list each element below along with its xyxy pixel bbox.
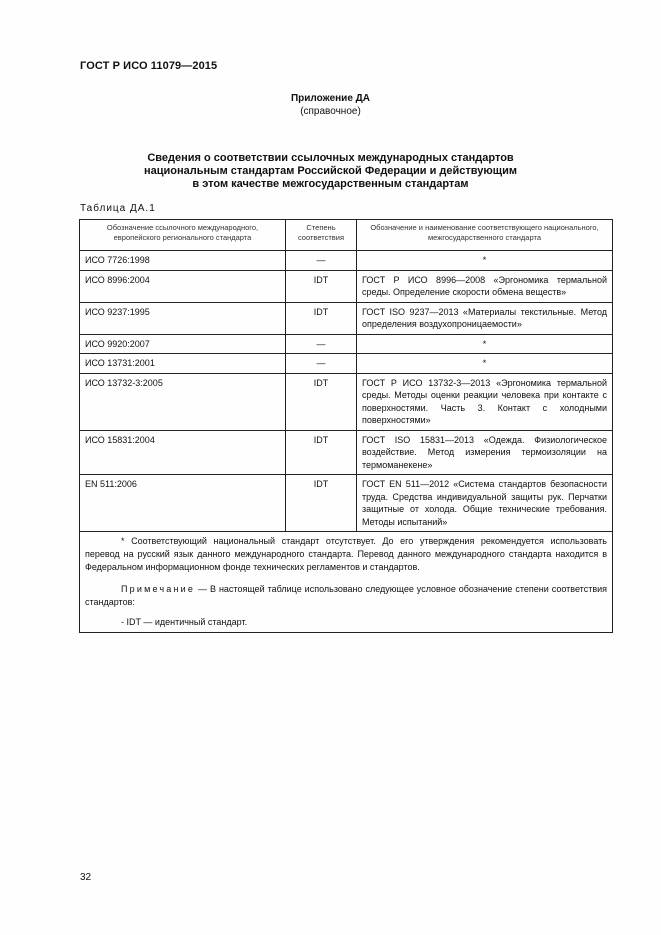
cell-reference: ИСО 9920:2007 (80, 334, 286, 354)
cell-degree: IDT (286, 270, 357, 302)
cell-degree: IDT (286, 430, 357, 475)
note-text: — В настоящей таблице использовано следующее условное обозначение степени соответствия стандартов: (85, 584, 607, 607)
table-row (80, 270, 613, 302)
cell-national: ГОСТ EN 511—2012 «Система стандартов безопасности труда. Средства индивидуальной защиты рук. Перчатки защитные от холода. Общие технические требования. Методы испытаний» (357, 475, 613, 532)
cell-national: ГОСТ ISO 9237—2013 «Материалы текстильные. Метод определения воздухопроницаемости» (357, 302, 613, 334)
cell-reference: ИСО 13732-3:2005 (80, 373, 286, 430)
heading-line: Сведения о соответствии ссылочных международных стандартов (147, 152, 514, 164)
cell-reference: ИСО 13731:2001 (80, 354, 286, 374)
cell-national: ГОСТ Р ИСО 8996—2008 «Эргономика термальной среды. Определение скорости обмена веществ» (357, 270, 613, 302)
table-row (80, 354, 613, 374)
cell-national: * (357, 251, 613, 271)
header-national-standard: Обозначение и наименование соответствующего национального, межгосударственного стандарта (357, 220, 613, 251)
cell-reference: ИСО 7726:1998 (80, 251, 286, 271)
cell-degree: — (286, 354, 357, 374)
cell-degree: — (286, 251, 357, 271)
table-row (80, 302, 613, 334)
table-caption: Таблица ДА.1 (80, 203, 156, 214)
appendix-subtitle: (справочное) (300, 106, 361, 117)
table-row (80, 334, 613, 354)
header-degree: Степень соответствия (286, 220, 357, 251)
cell-degree: IDT (286, 373, 357, 430)
table-footer (80, 532, 613, 633)
appendix-block (0, 92, 661, 118)
note-label: Примечание (121, 584, 196, 594)
section-heading (100, 152, 561, 191)
page-number: 32 (80, 872, 92, 883)
cell-national: ГОСТ ISO 15831—2013 «Одежда. Физиологическое воздействие. Метод измерения термоизоляции на термоманекене» (357, 430, 613, 475)
heading-line: в этом качестве межгосударственным стандартам (192, 178, 469, 190)
table-row (80, 373, 613, 430)
table-header-row (80, 220, 613, 251)
footnote: * Соответствующий национальный стандарт отсутствует. До его утверждения рекомендуется использовать перевод на русский язык данного международного стандарта. Перевод данного международного стандарта находится в Федеральном информационном фонде технических регламентов и стандартов. (85, 536, 607, 572)
note (85, 583, 607, 609)
table-row (80, 430, 613, 475)
cell-reference: EN 511:2006 (80, 475, 286, 532)
cell-reference: ИСО 8996:2004 (80, 270, 286, 302)
table-row (80, 251, 613, 271)
document-id: ГОСТ Р ИСО 11079—2015 (80, 60, 218, 72)
cell-national: ГОСТ Р ИСО 13732-3—2013 «Эргономика термальной среды. Методы оценки реакции человека при контакте с поверхностями. Часть 3. Контакт с холодными поверхностями» (357, 373, 613, 430)
cell-national: * (357, 334, 613, 354)
standards-table (79, 219, 613, 633)
cell-degree: IDT (286, 302, 357, 334)
heading-line: национальным стандартам Российской Федерации и действующим (144, 165, 517, 177)
table-footer-row (80, 532, 613, 633)
cell-degree: IDT (286, 475, 357, 532)
idt-definition: - IDT — идентичный стандарт. (121, 617, 248, 627)
cell-reference: ИСО 15831:2004 (80, 430, 286, 475)
appendix-title: Приложение ДА (290, 93, 371, 104)
cell-national: * (357, 354, 613, 374)
table-row (80, 475, 613, 532)
header-reference-standard: Обозначение ссылочного международного, европейского регионального стандарта (80, 220, 286, 251)
cell-degree: — (286, 334, 357, 354)
cell-reference: ИСО 9237:1995 (80, 302, 286, 334)
